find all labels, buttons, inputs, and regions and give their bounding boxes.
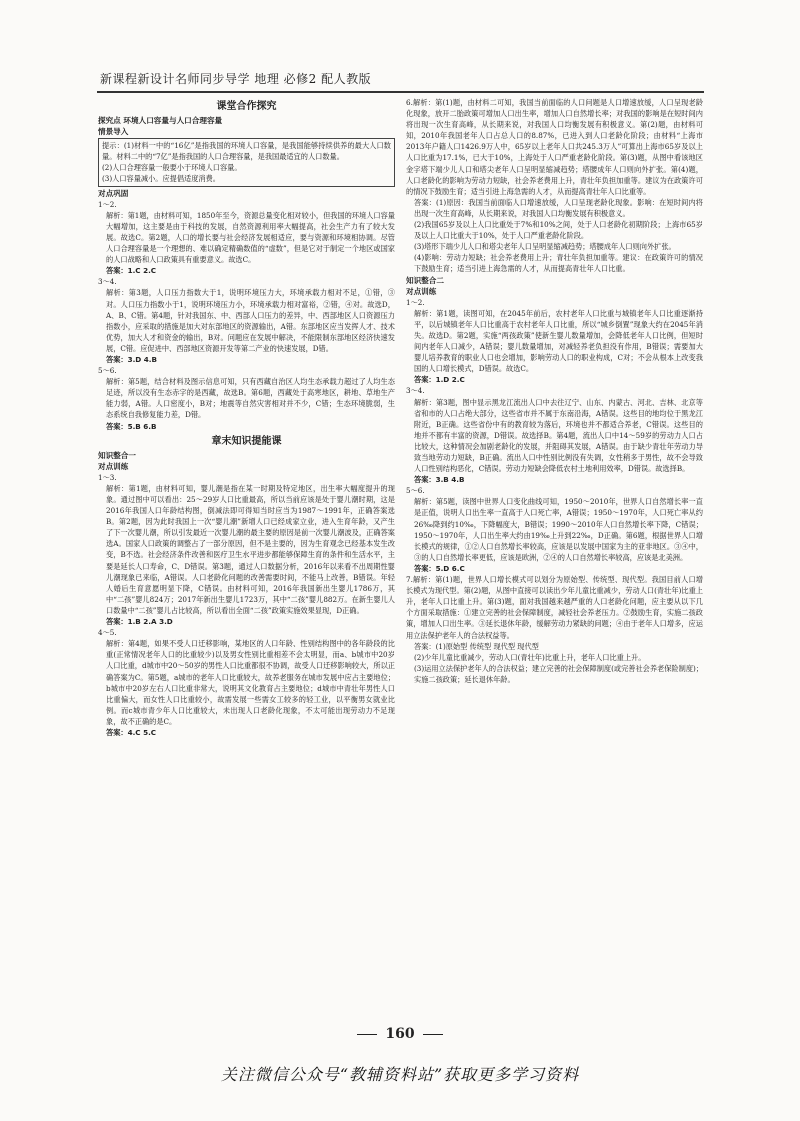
hint-2: (2)人口合理容量一般要小于环境人口容量。 bbox=[102, 163, 242, 173]
q56b-text: 解析：第5题，读图中世界人口变化曲线可知，1950～2010年，世界人口自然增长率一直是正值，说明人口出生率一直高于人口死亡率，A错误；1950～1970年，人口死亡率从约26‰降到约10‰，下降幅度大，B错误；1990～2010年人口自然增长率下降，C错误；1950～1970年，人口出生率大约由19‰上升到22‰，D正确。第6题，根据世界人口增长模式的规律，①②人口自然增长率较高，应该是以发展中国家为主的亚非地区。③④中，③的人口自然增长率更低，应该是欧洲，②④的人口自然增长率较高，应该是北美洲。 bbox=[414, 497, 703, 562]
header-rule bbox=[97, 91, 704, 93]
hint-3: (3)人口容量减小。应提倡适度消费。 bbox=[102, 174, 220, 184]
q34-text: 解析：第3题，人口压力指数大于1，说明环境压力大，环境承载力相对不足，①错，③对。人口压力指数小于1，说明环境压力小，环境承载力相对富裕，②错，④对。故选D，A、B、C错。第4题，针对我国东、中、西部人口压力的差异，中、西部地区人口资源压力指数小，应采取的措施是加大对东部地区的资源输出，A错。东部地区应当发挥人才、技术优势，加大人才和资金的输出，B对。问题应在发展中解决，不能限制东部地区经济快速发展，C错。应促进中、西部地区资源开发等第二产业的快速发展，D错。 bbox=[106, 288, 395, 353]
q34-range: 3～4. bbox=[98, 277, 117, 287]
q56-answer: 答案：5.B 6.B bbox=[106, 421, 157, 431]
consolidate-label: 对点巩固 bbox=[98, 188, 129, 198]
q13-range: 1～3. bbox=[98, 472, 117, 482]
q7-answer-2: (2)少年儿童比重减少，劳动人口(青壮年)比重上升，老年人口比重上升。 bbox=[414, 652, 646, 662]
knowledge-1-training: 对点训练 bbox=[98, 461, 129, 471]
hint-box bbox=[98, 138, 395, 186]
q12b-range: 1～2. bbox=[406, 297, 425, 307]
section-title: 课堂合作探究 bbox=[216, 101, 277, 112]
q12b-answer: 答案：1.D 2.C bbox=[414, 375, 465, 385]
inquiry-point: 探究点 环境人口容量与人口合理容量 bbox=[98, 116, 223, 125]
q6-answer-1: 答案：(1)原因：我国当前面临人口增速放缓，人口呈现老龄化现象。影响：在短时间内将出现一次生育高峰，从长期来说，对我国人口均衡发展有积极意义。 bbox=[414, 197, 703, 218]
q7-answer-1: 答案：(1)原始型 传统型 现代型 现代型 bbox=[414, 641, 539, 651]
q34b-text: 解析：第3题，图中显示黑龙江流出人口中去往辽宁、山东、内蒙古、河北、吉林、北京等省和市的人口占绝大部分，这些省市并不属于东南沿海，A错误。这些目的地均位于黑龙江附近，B正确。这些省份中有的教育较为落后，环境也并不都适合养老，C错误。这些目的地并不都有丰富的资源，D错误。故选择B。第4题，流出人口中14～59岁的劳动力人口占比较大，这种情况会加剧老龄化的发展，并阻碍其发展，A错误。由于缺少青壮年劳动力导致当地劳动力短缺，B正确。流出人口中性别比例没有失调，女性稍多于男性，故不会导致人口性别结构恶化，C错误。劳动力短缺会降低农村土地利用效率，D错误。故选择B。 bbox=[414, 397, 703, 474]
intro-label: 情景导入 bbox=[98, 127, 129, 137]
left-column bbox=[98, 97, 395, 1017]
q7-text: 7.解析：第(1)题，世界人口增长模式可以划分为原始型、传统型、现代型。我国目前人口增长模式为现代型。第(2)题，从图中直接可以读出少年儿童比重减少，劳动人口(青壮年)比重上升，老年人口比重上升。第(3)题，面对我国越来越严重的人口老龄化问题，应主要从以下几个方面采取措施：①建立完善的社会保障制度，减轻社会养老压力。②鼓励生育，实施二孩政策，增加人口出生率。③延长退休年龄，缓解劳动力紧缺的问题；④由于老年人口增多，应运用立法保护老年人的合法权益等。 bbox=[406, 575, 703, 640]
footer-note: 关注微信公众号“教辅资料站”获取更多学习资料 bbox=[220, 1065, 580, 1084]
chapter-title: 章末知识提能课 bbox=[211, 435, 282, 447]
q56-text: 解析：第5题，结合材料及图示信息可知，只有西藏自治区人均生态承载力超过了人均生态足迹，所以没有生态赤字的是西藏，故选B。第6题，西藏处于高寒地区，耕地、草地生产能力弱，A错。人口密度小，B对；地震等自然灾害相对并不少，C错；生态环境脆弱，生态系统自我修复能力差，D错。 bbox=[106, 377, 395, 420]
q56-range: 5～6. bbox=[98, 366, 117, 376]
q6-answer-3: (3)塔形下端少儿人口和塔尖老年人口呈明显缩减趋势；塔腰成年人口则向外扩张。 bbox=[414, 242, 676, 252]
q34b-range: 3～4. bbox=[406, 386, 425, 396]
page-number-dash-left bbox=[357, 1034, 377, 1035]
q56b-range: 5～6. bbox=[406, 486, 425, 496]
knowledge-2-label: 知识整合二 bbox=[406, 275, 444, 285]
page-number bbox=[0, 1026, 800, 1042]
q34-answer: 答案：3.D 4.B bbox=[106, 354, 157, 364]
q12b-text: 解析：第1题，读图可知，在2045年前后，农村老年人口比重与城镇老年人口比重逐渐持平，以后城镇老年人口比重高于农村老年人口比重，所以“城乡倒置”现象大约在2045年消失。故选D。第2题，实施“两孩政策”使新生婴儿数量增加，会降低老年人口比例，但短时间内老年人口减少，A错误；婴儿数量增加，对减轻养老负担没有作用，B错误；需要加大婴儿培养教育的职业人口也会增加，影响劳动人口的职业构成，C对；不会从根本上改变我国的人口增长模式，D错误。故选C。 bbox=[414, 308, 703, 374]
q45-answer: 答案：4.C 5.C bbox=[106, 727, 157, 737]
page-number-dash-right bbox=[423, 1034, 443, 1035]
q6-answer-2: (2)我国65岁及以上人口比重处于7%和10%之间，处于人口老龄化初期阶段；上海市65岁及以上人口比重大于10%，处于人口严重老龄化阶段。 bbox=[414, 220, 703, 241]
q13-answer: 答案：1.B 2.A 3.D bbox=[106, 617, 173, 627]
q12-answer: 答案：1.C 2.C bbox=[106, 266, 157, 276]
q13-text: 解析：第1题，由材料可知，婴儿潮是指在某一时期及特定地区，出生率大幅度提升的现象。通过图中可以看出：25～29岁人口比重最高，所以当前应该是处于婴儿潮时期，这是2016年我国人口年龄结构图，倒减法即可得知当时应当为1987～1991年，正确答案选B。第2题，因为此时我国上一次“婴儿潮”新增人口已经成家立业，进入生育年龄，又产生了下一次婴儿潮，所以引发最近一次婴儿潮的最主要的原因是前一次婴儿潮波及，正确答案选A。国家人口政策的调整占了一部分原因，但不是主要的，因为生育观念已经基本发生改变，B不选。社会经济条件改善和医疗卫生水平进步都能够保障生育的条件和生活水平，主要是延长人口寿命，C、D错误。第3题，通过人口数据分析，2016年以来看不出周期性婴儿潮现象已来临，A错误。人口老龄化问题的改善需要时间，不能马上改善，B错误。年轻人婚后生育意愿明显下降，C错误。由材料可知，2016年我国新出生婴儿1786万，其中“二孩”婴儿824万；2017年新出生婴儿1723万，其中“二孩”婴儿882万。在新生婴儿人口数量中“二孩”婴儿占比较高，所以看出全面“二孩”政策实施效果显现，D正确。 bbox=[106, 483, 395, 615]
q34b-answer: 答案：3.B 4.B bbox=[414, 475, 465, 485]
running-header: 新课程新设计名师同步导学 地理 必修2 配人教版 bbox=[100, 72, 372, 86]
q45-range: 4～5. bbox=[98, 628, 117, 638]
q6-text: 6.解析：第(1)题，由材料二可知，我国当前面临的人口问题是人口增速放缓，人口呈现老龄化现象，放开二胎政策可增加人口出生率，增加人口自然增长率；对我国的影响是在短时间内将出现一次生育高峰，从长期来说，对我国人口均衡发展有积极意义。第(2)题，由材料可知，2010年我国老年人口占总人口的8.87%，已进入到人口老龄化阶段；由材料“上海市2013年户籍人口1426.9万人中，65岁以上老年人口共245.3万人”可算出上海市65岁及以上人口比重为17.1%，已大于10%，上海处于人口严重老龄化阶段。第(3)题，从图中看该地区金字塔下端少儿人口和塔尖老年人口呈明显缩减趋势；塔腰成年人口则向外扩张。第(4)题，人口老龄化的影响为劳动力短缺，社会养老费用上升，青壮年负担加重等。建议为在政策许可的情况下鼓励生育；适当引进上海急需的人才，从而提高青壮年人口比重等。 bbox=[406, 98, 703, 196]
right-column bbox=[406, 97, 703, 1017]
hint-text: 提示：(1)材料一中的“16亿”是指我国的环境人口容量，是我国能够持续供养的最大人口数量。材料二中的“7亿”是指我国的人口合理容量，是我国最适宜的人口数量。 bbox=[102, 141, 391, 162]
q12-range: 1～2. bbox=[98, 199, 117, 209]
knowledge-2-training: 对点训练 bbox=[406, 286, 437, 296]
knowledge-1-label: 知识整合一 bbox=[98, 450, 136, 460]
q6-answer-4: (4)影响：劳动力短缺；社会养老费用上升；青壮年负担加重等。建议：在政策许可的情况下鼓励生育；适当引进上海急需的人才，从而提高青壮年人口比重。 bbox=[414, 253, 703, 274]
q7-answer-3: (3)运用立法保护老年人的合法权益；建立完善的社会保障制度(或完善社会养老保险制度)；实施二孩政策；延长退休年龄。 bbox=[414, 663, 703, 684]
q12-text: 解析：第1题，由材料可知，1850年至今，资源总量变化相对较小，但我国的环境人口容量大幅增加，这主要是由于科技的发展，自然资源利用率大幅提高，社会生产力有了较大发展。故选C。第2题，人口的增长要与社会经济发展相适应，要与资源和环境相协调。尽管人口合理容量是一个理想的、难以确定精确数值的“虚数”，但是它对于制定一个地区或国家的人口战略和人口政策具有重要意义。故选C。 bbox=[106, 210, 395, 265]
q45-text: 解析：第4题，如果不受人口迁移影响，某地区的人口年龄、性别结构图中的各年龄段的比重(正常情况老年人口的比重较少)以及男女性别比重相差不会太明显，而a、b城市中20岁人口比重，d城市中20～50岁的男性人口比重都很不协调，故受人口迁移影响较大，所以正确答案为C。第5题，a城市的老年人口比重较大，故养老服务在城市发展中应占主要地位；b城市中20岁左右人口比重非常大，说明其文化教育占主要地位；d城市中青壮年男性人口比重偏大，而女性人口比重较小，故需发展一些需女工较多的轻工业，以平衡男女就业比例。而c城市青少年人口比重较大，未出现人口老龄化现象，不太可能出现劳动力不足现象，故不正确的是C。 bbox=[106, 639, 395, 726]
q56b-answer: 答案：5.D 6.C bbox=[414, 563, 465, 573]
page-number-value: 160 bbox=[385, 1026, 415, 1042]
